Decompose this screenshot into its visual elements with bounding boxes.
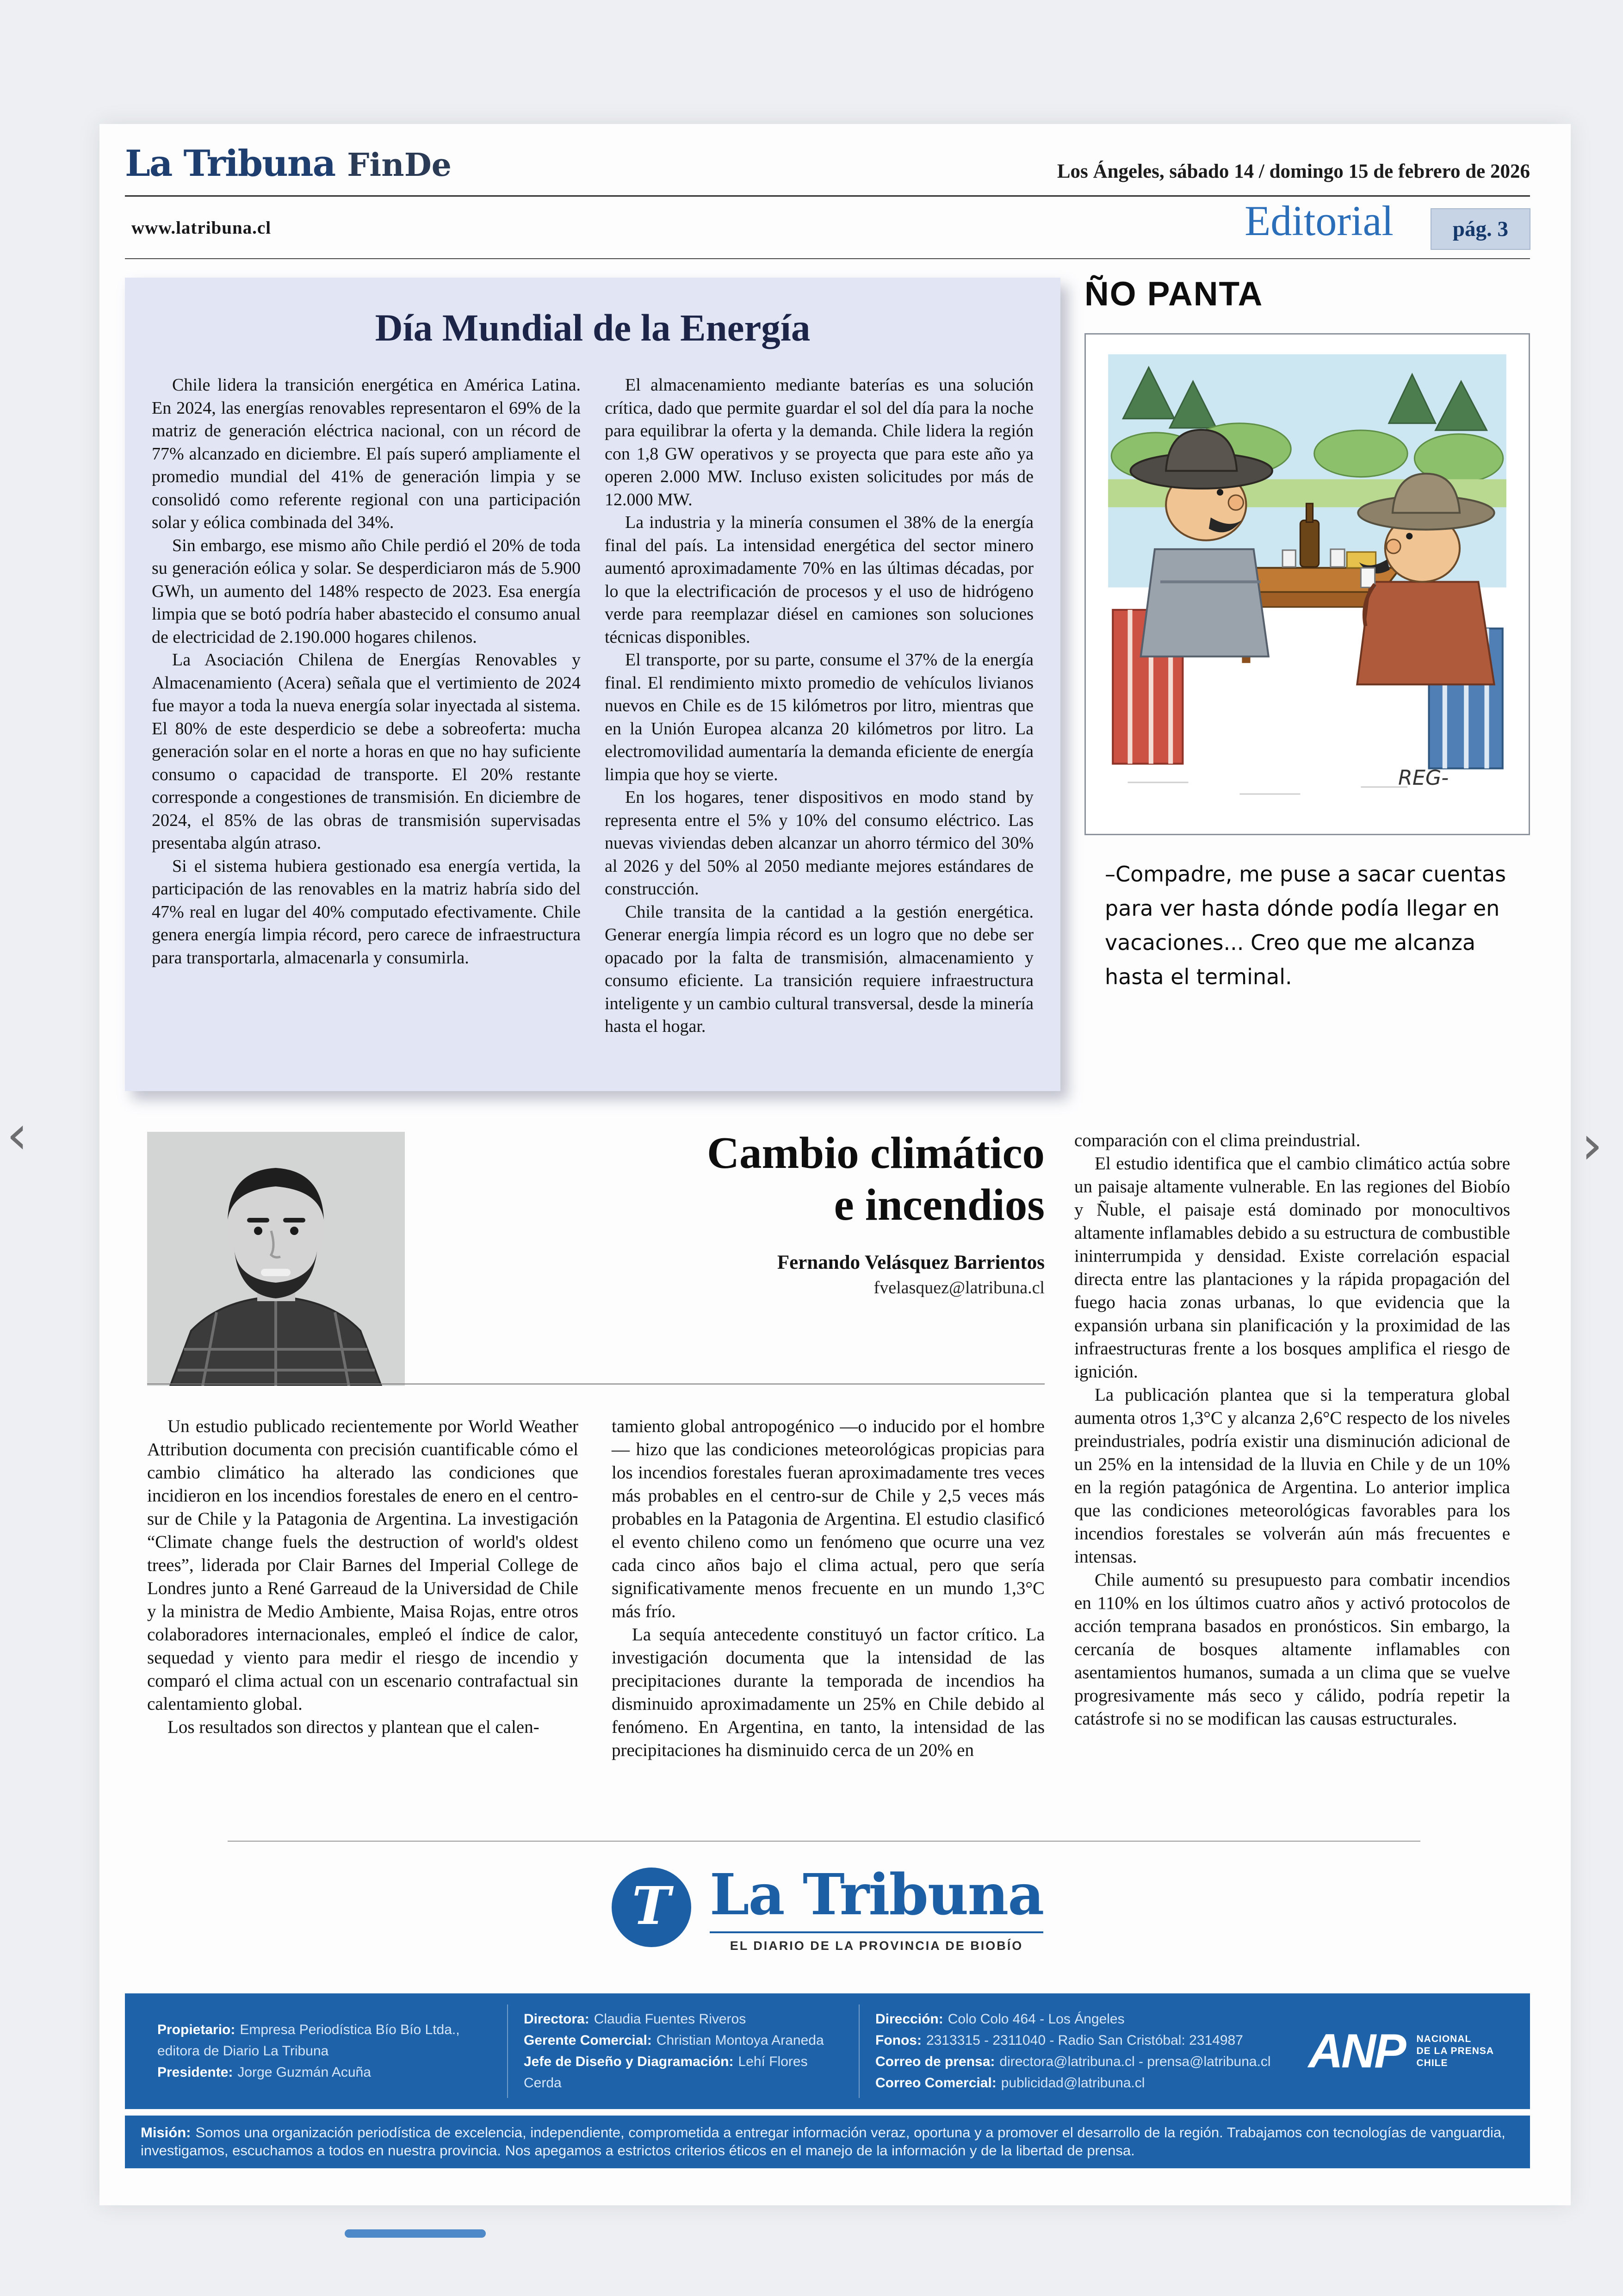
editorial-paragraph: Sin embargo, ese mismo año Chile perdió el 20% de toda su generación eólica y solar. Se desperdiciaron más de 5.900 GWh, un aumento del 148% respecto de 2023. Esa energía limpia que se botó podría haber abastecido el consumo anual de electricidad de 2.190.000 hogares chilenos. [152,535,581,647]
cartoon-title: ÑO PANTA [1084,275,1264,313]
imprint-label: Presidente: [157,2065,233,2080]
dateline: Los Ángeles, sábado 14 / domingo 15 de febrero de 2026 [1057,161,1530,182]
mission-label: Misión: [141,2124,191,2141]
editorial-article [125,278,1060,1091]
imprint-value: Jorge Guzmán Acuña [237,2065,371,2080]
next-page-button[interactable]: › [1581,1114,1603,1176]
brand-wordmark: La Tribuna [709,1861,1044,1928]
masthead-edition: FinDe [347,147,452,184]
imprint-footer [125,1993,1530,2109]
imprint-label: Directora: [524,2011,589,2027]
imprint-label: Propietario: [157,2022,235,2037]
editorial-columns [152,374,1034,1038]
editorial-title: Día Mundial de la Energía [375,306,811,349]
editorial-paragraph: Chile lidera la transición energética en América Latina. En 2024, las energías renovables representaron el 69% de la matriz de generación eléctrica nacional, con un récord de 77% alcanzado en diciembre. El país superó ampliamente el promedio mundial del 41% de generación limpia y se consolidó como referente regional con una participación solar y eólica combinada del 34%. [152,375,581,532]
imprint-row [524,2030,843,2051]
imprint-label: Correo Comercial: [875,2075,997,2091]
anp-acronym: ANP [1308,2024,1405,2078]
editorial-paragraph: El transporte, por su parte, consume el 37% de la energía final. El rendimiento mixto promedio de vehículos livianos nuevos en Chile es de 15 kilómetros por litro, mientras que en la Unión Europea alcanza 20 kilómetros por litro. La electromovilidad aumentaría la demanda eficiente de energía limpia que hoy se vierte. [605,650,1034,784]
editorial-paragraph: Si el sistema hubiera gestionado esa energía vertida, la participación de las renovables en la matriz habría sido del 47% real en lugar del 40% computado efectivamente. Chile genera energía limpia récord, pero carece de infraestructura para transportarla, almacenarla y consumirla. [152,856,581,968]
article-title-line2: e incendios [834,1180,1045,1229]
mission-statement [125,2116,1530,2168]
editorial-paragraph: La Asociación Chilena de Energías Renovables y Almacenamiento (Acera) señala que el vertimiento de 2024 fue mayor a toda la nueva energía solar inyectada al sistema. El 80% de este desperdicio se debe a sobreoferta: mucha generación solar en el norte a horas en que no hay suficiente consumo o capacidad de transporte. El 20% restante corresponde a congestiones de transmisión. En diciembre de 2024, el 85% de las obras de transmisión supervisadas presentaba algún atraso. [152,650,581,853]
imprint-value: Christian Montoya Araneda [656,2033,824,2048]
imprint-row [875,2030,1273,2051]
article-title-line1: Cambio climático [706,1128,1045,1178]
editorial-column-2 [605,374,1034,1038]
imprint-label: Fonos: [875,2033,922,2048]
imprint-row [875,2009,1273,2030]
article-paragraph: Un estudio publicado recientemente por World Weather Attribution documenta con precisión cuantificable cómo el cambio climático ha alterado las condiciones que incidieron en los incendios forestales de enero en el centro-sur de Chile y la Patagonia de Argentina. La investigación “Climate change fuels the destruction of world's oldest trees”, liderada por Clair Barnes del Imperial College de Londres junto a René Garreaud de la Universidad de Chile y la ministra de Medio Ambiente, Maisa Rojas, entre otros colaboradores internacionales, empleó el índice de calor, sequedad y viento para medir el riesgo de incendio y comparó el clima actual con un escenario contrafactual sin calentamiento global. [147,1416,578,1714]
editorial-paragraph: Chile transita de la cantidad a la gestión energética. Generar energía limpia récord es un logro que no debe ser opacado por la falta de transmisión, almacenamiento y consumo eficiente. La transición requiere infraestructura inteligente y un cambio cultural transversal, desde la minería hasta el hogar. [605,902,1034,1036]
imprint-row [524,2051,843,2094]
author-byline: Fernando Velásquez Barrientos [777,1252,1045,1273]
section-title: Editorial [1245,197,1394,244]
anp-logo [1289,2024,1513,2079]
masthead [125,143,452,185]
article-paragraph: La sequía antecedente constituyó un factor crítico. La investigación documenta que la intensidad de las precipitaciones durante la temporada de incendios ha disminuido aproximadamente un 25% en Chile debido al fenómeno. En Argentina, en tanto, la intensidad de las precipitaciones ha disminuido cerca de un 20% en [612,1625,1045,1760]
anp-caption [1417,2033,1494,2069]
imprint-row [524,2009,843,2030]
imprint-label: Gerente Comercial: [524,2033,652,2048]
author-photo [147,1132,405,1386]
imprint-label: Dirección: [875,2011,943,2027]
page-progress-bar[interactable] [345,2229,486,2238]
imprint-column-staff [507,2004,859,2098]
imprint-column-ownership [142,2004,507,2098]
article-column-2 [612,1415,1045,1762]
imprint-row [875,2051,1273,2073]
imprint-value: Lehí Flores Cerda [524,2054,808,2091]
brand-wordmark-wrap [710,1861,1044,1953]
imprint-value: publicidad@latribuna.cl [1001,2075,1145,2091]
article-paragraph: tamiento global antropogénico —o inducido por el hombre— hizo que las condiciones meteorológicas propicias para los incendios forestales fueran aproximadamente tres veces más probables en el centro-sur de Chile y 2,5 veces más probables en la Patagonia de Argentina. El estudio clasificó el evento chileno como un fenómeno que ocurre una vez cada cinco años bajo el clima actual, pero que sería significativamente menos frecuente en un mundo 1,3°C más frío. [612,1416,1045,1621]
imprint-label: Correo de prensa: [875,2054,995,2069]
imprint-value: 2313315 - 2311040 - Radio San Cristóbal: 2314987 [926,2033,1243,2048]
imprint-value: Colo Colo 464 - Los Ángeles [948,2011,1125,2027]
article-paragraph: El estudio identifica que el cambio climático actúa sobre un paisaje altamente vulnerable. En las regiones del Biobío y Ñuble, el paisaje está dominado por monocultivos altamente inflamables debido a su estructura de combustible ininterrumpida y densidad. Existe correlación espacial directa entre las plantaciones y la rápida propagación del fuego hacia zonas urbanas, lo que evidencia que la expansión urbana sin planificación y la proximidad de las infraestructuras frente a los bosques amplifica el riesgo de ignición. [1074,1154,1510,1382]
imprint-row [157,2019,491,2062]
author-portrait [147,1132,405,1386]
cartoon-right-man [1357,474,1502,769]
anp-caption-line: DE LA PRENSA [1416,2046,1494,2056]
article-paragraph: La publicación plantea que si la temperatura global aumenta otros 1,3°C y alcanza 2,6°C respecto de los niveles preindustriales, podría existir una disminución adicional de un 25% en la intensidad de la lluvia en Chile y de un 10% en la región patagónica de Argentina. Lo anterior implica que las condiciones meteorológicas favorables para los incendios forestales se volverán aún más frecuentes e intensas. [1074,1385,1510,1567]
anp-caption-line: NACIONAL [1416,2034,1472,2044]
imprint-row [157,2062,491,2083]
article-column-1 [147,1415,578,1739]
imprint-label: Jefe de Diseño y Diagramación: [524,2054,734,2069]
cartoon-drawing [1100,348,1515,820]
cartoonist-signature: REG- [1398,766,1449,790]
cartoon-caption: –Compadre, me puse a sacar cuentas para ver hasta dónde podía llegar en vacaciones... Creo que me alcanza hasta el terminal. [1105,862,1506,989]
imprint-row [875,2073,1273,2094]
mission-text: Somos una organización periodística de excelencia, independiente, comprometida a entregar información veraz, oportuna y a promover el desarrollo de la región. Trabajamos con tecnologías de vanguardia, investigamos, escuchamos a todos en nuestra provincia. Nos apegamos a estrictos criterios éticos en el manejo de la información y de la libertad de prensa. [141,2124,1505,2159]
editorial-paragraph: La industria y la minería consumen el 38% de la energía final del país. La intensidad energética del sector minero aumentó aproximadamente 70% en las últimas décadas, por lo que la electrificación de procesos y el uso de hidrógeno verde para reemplazar diésel en camiones son soluciones técnicas disponibles. [605,513,1034,647]
imprint-value: Empresa Periodística Bío Bío Ltda., editora de Diario La Tribuna [157,2022,460,2059]
brand-tagline: EL DIARIO DE LA PROVINCIA DE BIOBÍO [710,1931,1044,1953]
imprint-column-contact [859,2004,1289,2098]
article-column-3 [1074,1129,1510,1731]
article-header [416,1127,1045,1298]
imprint-value: directora@latribuna.cl - prensa@latribuna.cl [999,2054,1271,2069]
bottom-rule [228,1841,1420,1842]
prev-page-button[interactable]: ‹ [6,1104,28,1166]
subheader-rule [125,258,1530,259]
article-paragraph: Chile aumentó su presupuesto para combatir incendios en 110% en los últimos cuatro años y activó protocolos de acción temprana basados en pronósticos. Sin embargo, la cercanía de bosques altamente inflamables con asentamientos humanos, sumada a un clima que se vuelve progresivamente más seco y cálido, podría repetir la catástrofe si no se modifican las causas estructurales. [1074,1570,1510,1729]
author-email: fvelasquez@latribuna.cl [873,1278,1045,1297]
brand-monogram-icon: T [612,1868,691,1947]
article-paragraph: comparación con el clima preindustrial. [1074,1130,1361,1150]
editorial-paragraph: El almacenamiento mediante baterías es una solución crítica, dado que permite guardar el sol del día para la noche para equilibrar la oferta y la demanda. Chile lidera la región con 1,8 GW operativos y se proyecta que para este año ya operen 2.000 MW. Incluso existen solicitudes por más de 12.000 MW. [605,375,1034,509]
anp-caption-line: CHILE [1416,2058,1448,2068]
masthead-logo: La Tribuna [125,143,335,185]
cartoon-ground [1127,782,1407,794]
imprint-value: Claudia Fuentes Riveros [594,2011,746,2027]
website-url: www.latribuna.cl [131,218,272,238]
editorial-paragraph: En los hogares, tener dispositivos en modo stand by representa entre el 5% y 10% del consumo eléctrico. Las nuevas viviendas deben alcanzar un ahorro térmico del 30% al 2026 y del 50% al 2050 mediante mejores estándares de construcción. [605,788,1034,899]
editorial-column-1 [152,374,581,1038]
article-paragraph: Los resultados son directos y plantean que el calen- [167,1717,539,1737]
brand-footer [125,1861,1530,1953]
page-number-badge: pág. 3 [1431,208,1530,250]
cartoon-frame [1084,333,1530,835]
